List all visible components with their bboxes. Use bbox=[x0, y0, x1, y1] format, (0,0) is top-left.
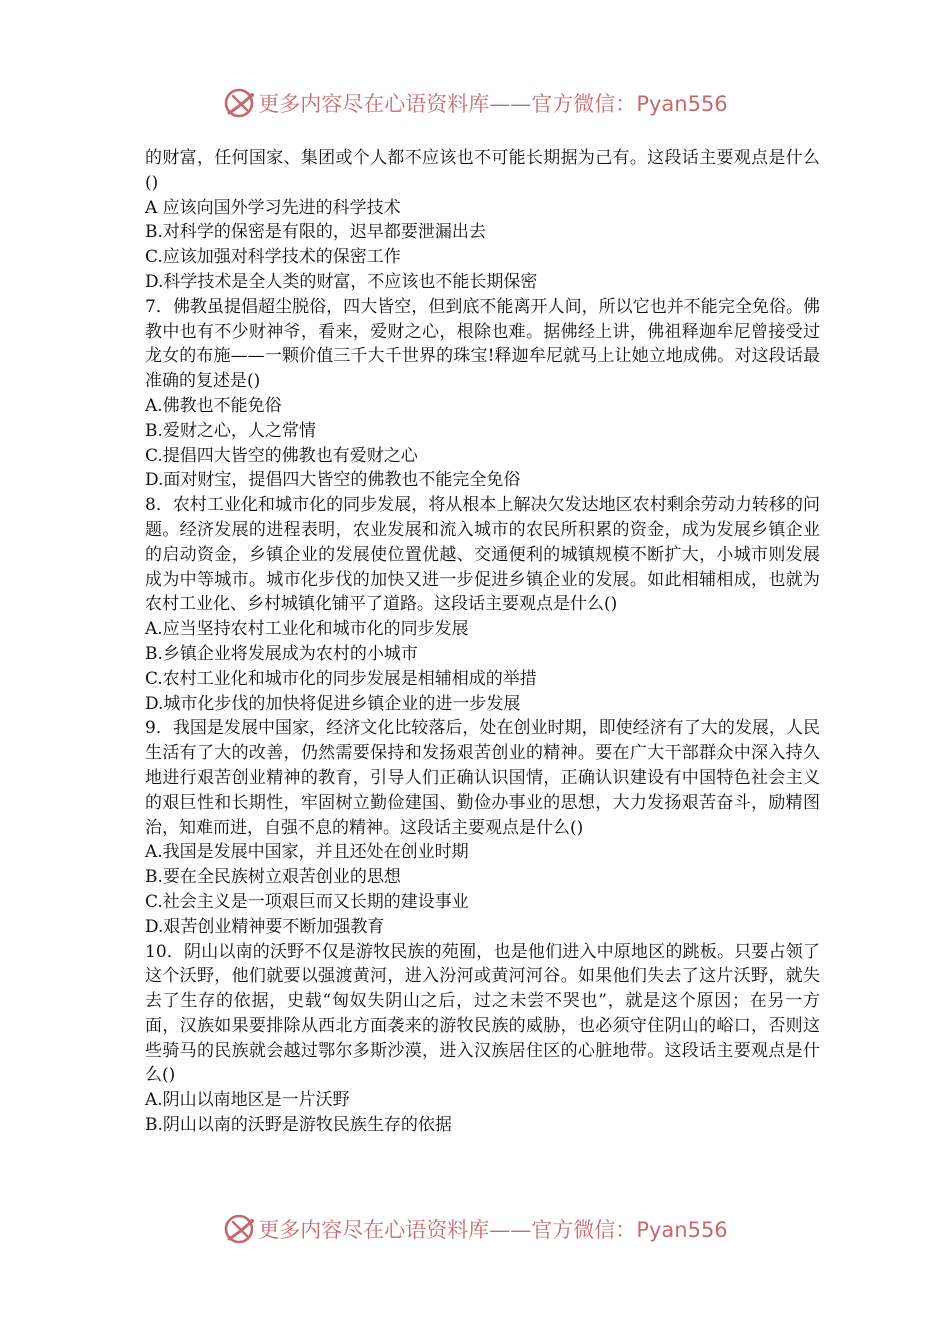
q7-stem: 7．佛教虽提倡超尘脱俗，四大皆空，但到底不能离开人间，所以它也并不能完全免俗。佛教中也有不少财神爷，看来，爱财之心，根除也难。据佛经上讲，佛祖释迦牟尼曾接受过龙女的布施——一颗价值三千大千世界的珠宝!释迦牟尼就马上让她立地成佛。对这段话最准确的复述是() bbox=[145, 296, 820, 392]
q8-option-c: C.农村工业化和城市化的同步发展是相辅相成的举措 bbox=[145, 668, 537, 689]
q6-option-c: C.应该加强对科学技术的保密工作 bbox=[145, 247, 401, 268]
q7-option-a: A.佛教也不能免俗 bbox=[145, 395, 282, 416]
document-body bbox=[145, 146, 820, 1138]
q8-option-b: B.乡镇企业将发展成为农村的小城市 bbox=[145, 643, 418, 664]
footer-banner bbox=[0, 1212, 950, 1246]
q6-stem-tail: 的财富，任何国家、集团或个人都不应该也不可能长期据为己有。这段话主要观点是什么() bbox=[145, 148, 820, 193]
q6-option-a: A 应该向国外学习先进的科学技术 bbox=[145, 197, 401, 218]
q9-option-d: D.艰苦创业精神要不断加强教育 bbox=[145, 916, 385, 937]
q7-option-d: D.面对财宝，提倡四大皆空的佛教也不能完全免俗 bbox=[145, 470, 521, 491]
header-wechat-id: Pyan556 bbox=[636, 92, 728, 116]
q6-option-d: D.科学技术是全人类的财富，不应该也不能长期保密 bbox=[145, 271, 538, 292]
q9-option-a: A.我国是发展中国家，并且还处在创业时期 bbox=[145, 842, 469, 863]
q9-option-b: B.要在全民族树立艰苦创业的思想 bbox=[145, 867, 401, 888]
footer-wechat-id: Pyan556 bbox=[636, 1218, 728, 1242]
q8-option-a: A.应当坚持农村工业化和城市化的同步发展 bbox=[145, 619, 469, 640]
q10-stem: 10．阴山以南的沃野不仅是游牧民族的苑囿，也是他们进入中原地区的跳板。只要占领了这个沃野，他们就要以强渡黄河，进入汾河或黄河河谷。如果他们失去了这片沃野，就失去了生存的依据，史载“匈奴失阴山之后，过之未尝不哭也”，就是这个原因；在另一方面，汉族如果要排除从西北方面袭来的游牧民族的威胁，也必须守住阴山的峪口，否则这些骑马的民族就会越过鄂尔多斯沙漠，进入汉族居住区的心脏地带。这段话主要观点是什么() bbox=[145, 941, 820, 1086]
header-banner bbox=[0, 86, 950, 120]
q7-option-b: B.爱财之心，人之常情 bbox=[145, 420, 316, 441]
q9-option-c: C.社会主义是一项艰巨而又长期的建设事业 bbox=[145, 891, 469, 912]
q10-option-b: B.阴山以南的沃野是游牧民族生存的依据 bbox=[145, 1115, 452, 1136]
q9-stem: 9．我国是发展中国家，经济文化比较落后，处在创业时期，即使经济有了大的发展，人民生活有了大的改善，仍然需要保持和发扬艰苦创业的精神。要在广大干部群众中深入持久地进行艰苦创业精神的教育，引导人们正确认识国情，正确认识建设有中国特色社会主义的艰巨性和长期性，牢固树立勤俭建国、勤俭办事业的思想，大力发扬艰苦奋斗，励精图治，知难而进，自强不息的精神。这段话主要观点是什么() bbox=[145, 718, 820, 838]
pen-logo-icon bbox=[222, 1212, 256, 1246]
q7-option-c: C.提倡四大皆空的佛教也有爱财之心 bbox=[145, 445, 418, 466]
q8-stem: 8．农村工业化和城市化的同步发展，将从根本上解决欠发达地区农村剩余劳动力转移的问题。经济发展的进程表明，农业发展和流入城市的农民所积累的资金，成为发展乡镇企业的启动资金，乡镇企业的发展使位置优越、交通便利的城镇规模不断扩大，小城市则发展成为中等城市。城市化步伐的加快又进一步促进乡镇企业的发展。如此相辅相成，也就为农村工业化、乡村城镇化铺平了道路。这段话主要观点是什么() bbox=[145, 495, 820, 615]
footer-text: 更多内容尽在心语资料库——官方微信： bbox=[258, 1218, 637, 1242]
header-text: 更多内容尽在心语资料库——官方微信： bbox=[258, 92, 637, 116]
pen-logo-icon bbox=[222, 86, 256, 120]
q8-option-d: D.城市化步伐的加快将促进乡镇企业的进一步发展 bbox=[145, 693, 521, 714]
q6-option-b: B.对科学的保密是有限的，迟早都要泄漏出去 bbox=[145, 222, 486, 243]
q10-option-a: A.阴山以南地区是一片沃野 bbox=[145, 1090, 350, 1111]
